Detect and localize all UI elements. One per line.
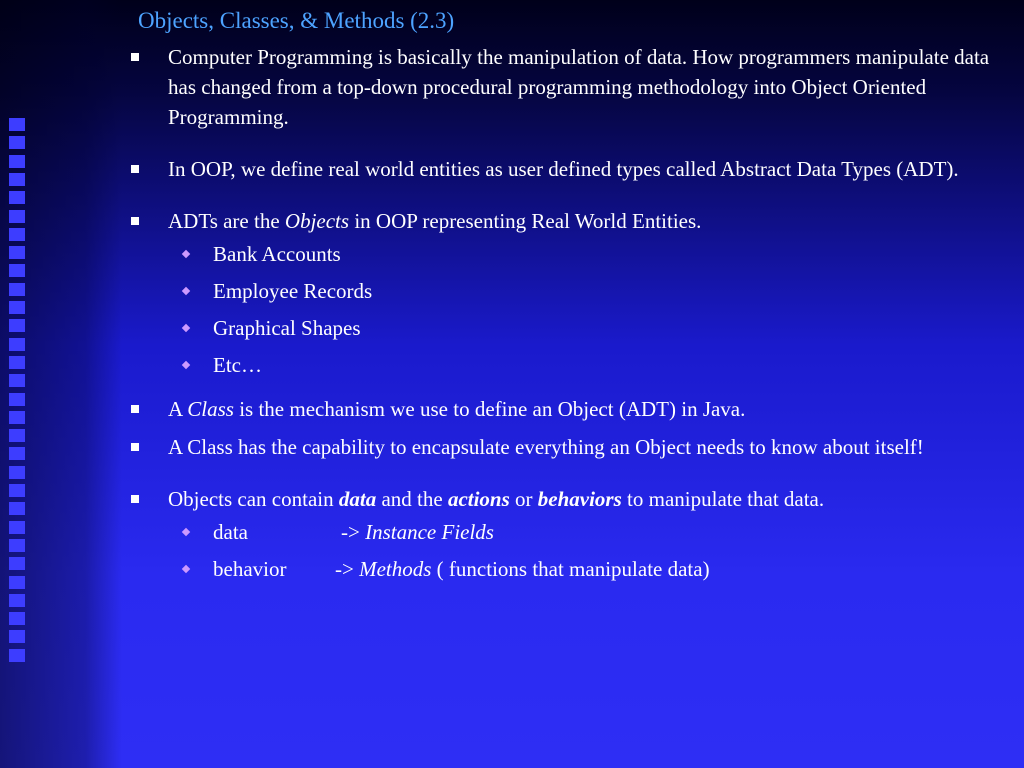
diamond-bullet-icon [182, 324, 190, 332]
bullet-text-end: to manipulate that data. [621, 487, 825, 511]
decor-square [9, 338, 25, 351]
bullet-class-encapsulate [130, 432, 990, 462]
diamond-bullet-icon [182, 361, 190, 369]
decor-square [9, 136, 25, 149]
square-bullet-icon [131, 405, 139, 413]
sub-item-text-end: ( functions that manipulate data) [431, 557, 710, 581]
decor-square [9, 393, 25, 406]
bullet-text: Computer Programming is basically the manipulation of data. How programmers manipulate data has changed from a top-down procedural programming methodology into Object Oriented Programming. [168, 45, 990, 129]
decor-square [9, 539, 25, 552]
sub-item-text: Etc… [213, 353, 262, 377]
sub-item-text: Graphical Shapes [213, 316, 361, 340]
bullet-text-end: in OOP representing Real World Entities. [349, 209, 702, 233]
sub-item-text: Employee Records [213, 279, 373, 303]
emphasis-objects: Objects [284, 209, 350, 233]
slide-title: Objects, Classes, & Methods (2.3) [138, 8, 455, 33]
sub-item-behavior-methods [130, 551, 990, 588]
bullet-text: In OOP, we define real world entities as user defined types called Abstract Data Types (ADT). [168, 157, 959, 181]
arrow-text: -> [335, 557, 360, 581]
bullet-objects-contain [130, 484, 990, 514]
decor-square [9, 411, 25, 424]
sub-item-employee-records [130, 273, 990, 310]
slide-content [130, 42, 990, 588]
square-bullet-icon [131, 217, 139, 225]
bullet-class-mechanism [130, 394, 990, 424]
decor-square [9, 630, 25, 643]
square-bullet-icon [131, 495, 139, 503]
arrow-text: -> [341, 520, 366, 544]
decor-square [9, 594, 25, 607]
square-bullet-icon [131, 443, 139, 451]
decor-square [9, 466, 25, 479]
bullet-adts-objects [130, 206, 990, 236]
decor-square [9, 191, 25, 204]
sub-item-etc [130, 347, 990, 384]
decor-square [9, 228, 25, 241]
diamond-bullet-icon [182, 250, 190, 258]
sub-item-data-instance-fields [130, 514, 990, 551]
decor-square [9, 612, 25, 625]
decor-square [9, 118, 25, 131]
diamond-bullet-icon [182, 565, 190, 573]
decor-square [9, 557, 25, 570]
decor-square [9, 429, 25, 442]
sub-item-bank-accounts [130, 236, 990, 273]
sub-item-term: data [213, 520, 248, 544]
decor-square [9, 447, 25, 460]
bullet-text-start: Objects can contain [168, 487, 339, 511]
diamond-bullet-icon [182, 528, 190, 536]
emphasis-class: Class [187, 397, 234, 421]
decorative-square-column [9, 0, 25, 768]
bullet-text-mid: and the [376, 487, 448, 511]
decor-square [9, 576, 25, 589]
emphasis-behaviors: behaviors [537, 487, 622, 511]
bullet-text-start: A [168, 397, 188, 421]
decor-square [9, 264, 25, 277]
bullet-text-mid: or [509, 487, 538, 511]
bullet-oop-adt [130, 154, 990, 184]
decor-square [9, 502, 25, 515]
bullet-text-end: is the mechanism we use to define an Object (ADT) in Java. [233, 397, 746, 421]
sub-item-term: behavior [213, 557, 287, 581]
decor-square [9, 283, 25, 296]
decor-square [9, 649, 25, 662]
sub-item-text: Bank Accounts [213, 242, 341, 266]
bullet-text-start: ADTs are the [168, 209, 285, 233]
sub-item-graphical-shapes [130, 310, 990, 347]
emphasis-instance-fields: Instance Fields [365, 520, 494, 544]
bullet-text: A Class has the capability to encapsulate everything an Object needs to know about itself! [168, 435, 924, 459]
decor-square [9, 374, 25, 387]
decor-square [9, 521, 25, 534]
decor-square [9, 155, 25, 168]
decor-square [9, 356, 25, 369]
emphasis-data: data [338, 487, 377, 511]
emphasis-actions: actions [447, 487, 510, 511]
decor-square [9, 173, 25, 186]
decor-square [9, 246, 25, 259]
bullet-computer-programming [130, 42, 990, 132]
decor-square [9, 301, 25, 314]
decor-square [9, 319, 25, 332]
square-bullet-icon [131, 53, 139, 61]
decor-square [9, 484, 25, 497]
diamond-bullet-icon [182, 287, 190, 295]
square-bullet-icon [131, 165, 139, 173]
decor-square [9, 210, 25, 223]
emphasis-methods: Methods [359, 557, 432, 581]
